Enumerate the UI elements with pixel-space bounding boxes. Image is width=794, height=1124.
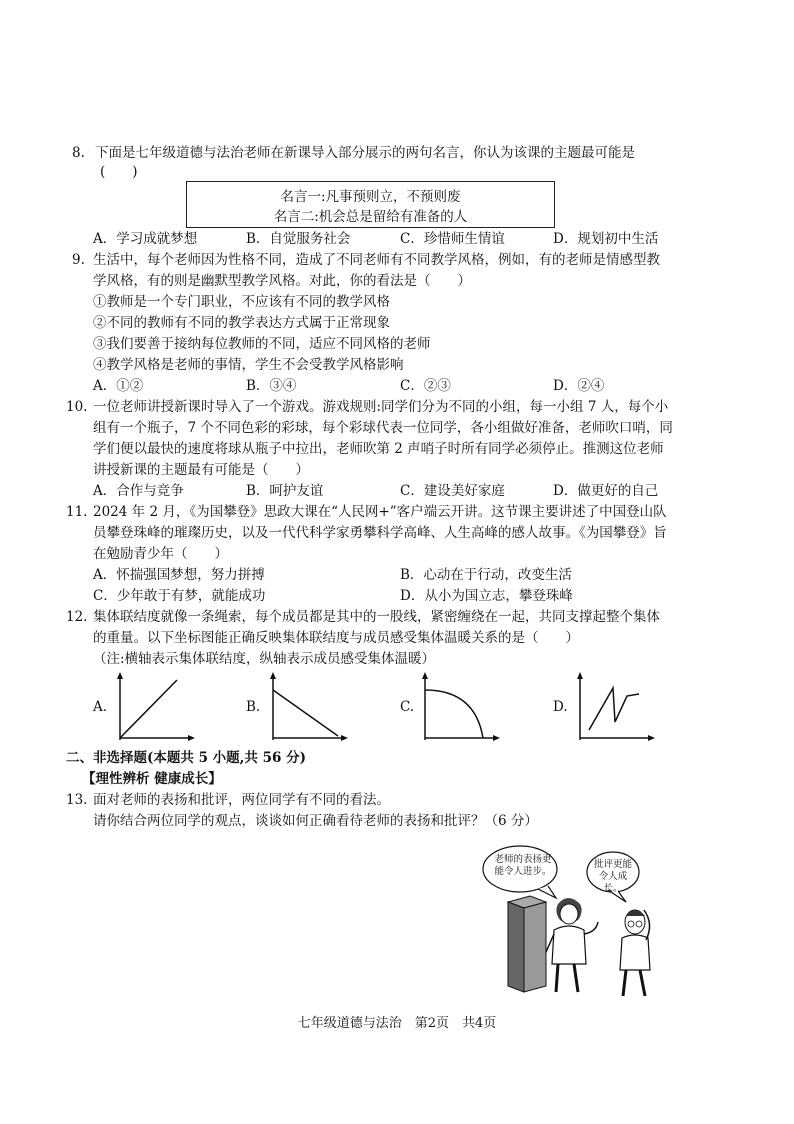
graph-label-a: A. [93,699,108,715]
speech-bubble-left-text: 老师的表扬更能令人进步。 [494,854,552,877]
student-left-figure [546,898,598,992]
graph-c-curve [425,690,483,738]
q9-option-d: D．②④ [553,378,605,394]
graph-a [115,672,195,742]
q9-item-3: ③我们要善于接纳每位教师的不同，适应不同风格的老师 [93,336,431,352]
graph-label-c: C. [400,699,415,715]
q13-stem-line1: 面对老师的表扬和批评，两位同学有不同的看法。 [93,792,390,808]
graph-a-curve [120,680,177,738]
q9-stem-line2: 学风格，有的则是幽默型教学风格。对此，你的看法是（ ） [93,273,471,289]
q11-option-c: C．少年敢于有梦，就能成功 [93,588,266,604]
q13-stem-line2: 请你结合两位同学的观点，谈谈如何正确看待老师的表扬和批评？（6 分） [93,813,538,829]
section-2-title: 二、非选择题(本题共 5 小题,共 56 分) [66,750,306,766]
q10-stem-line4: 讲授新课的主题最有可能是（ ） [93,462,309,478]
graph-label-d: D. [553,699,568,715]
graph-d [575,672,655,742]
q8-option-b: B．自觉服务社会 [246,231,351,247]
quote-line-2: 名言二:机会总是留给有准备的人 [273,209,468,225]
q12-stem-line2: 的重量。以下坐标图能正确反映集体联结度与成员感受集体温暖关系的是（ ） [93,630,579,646]
q12-note: （注:横轴表示集体联结度，纵轴表示成员感受集体温暖） [93,651,436,667]
q8-answer-bracket: ( ) [100,164,138,180]
q10-stem-line2: 组有一个瓶子，7 个不同色彩的彩球，每个彩球代表一位同学，各小组做好准备，老师吹口哨，同 [93,420,673,436]
q12-number: 12. [66,609,88,625]
q13-number: 13. [66,792,88,808]
q11-stem-line2: 员攀登珠峰的璀璨历史，以及一代代科学家勇攀科学高峰、人生高峰的感人故事。《为国攀登》旨 [93,525,667,541]
q10-option-c: C．建设美好家庭 [400,483,505,499]
q11-number: 11. [66,504,88,520]
graph-d-curve [589,688,639,730]
q9-item-2: ②不同的教师有不同的教学表达方式属于正常现象 [93,315,390,331]
q9-item-1: ①教师是一个专门职业，不应该有不同的教学风格 [93,294,390,310]
q8-option-d: D．规划初中生活 [553,231,659,247]
q11-option-d: D．从小为国立志，攀登珠峰 [400,588,573,604]
q11-stem-line1: 2024 年 2 月，《为国攀登》思政大课在“人民网+”客户端云开讲。这节课主要讲述了中国登山队 [93,504,667,520]
graph-b [268,672,348,742]
q11-option-b: B．心动在于行动，改变生活 [400,567,572,583]
speech-bubble-right-text: 批评更能令人成长。 [593,859,632,894]
q9-item-4: ④教学风格是老师的事情，学生不会受教学风格影响 [93,357,404,373]
q10-stem-line3: 学们便以最快的速度将球从瓶子中拉出，老师吹第 2 声哨子时所有同学必须停止。推测这位老师 [93,441,664,457]
q10-option-b: B．呵护友谊 [246,483,324,499]
q8-option-a: A．学习成就梦想 [93,231,198,247]
graph-label-b: B. [246,699,261,715]
q11-stem-line3: 在勉励青少年（ ） [93,546,228,562]
q8-stem: 下面是七年级道德与法治老师在新课导入部分展示的两句名言，你认为该课的主题最可能是 [95,145,635,161]
q10-number: 10. [66,399,88,415]
pillar-right [524,902,546,992]
q10-stem-line1: 一位老师讲授新课时导入了一个游戏。游戏规则:同学们分为不同的小组，每一小组 7 人，每个小 [93,399,669,415]
q9-option-b: B．③④ [246,378,297,394]
student-right-figure [620,910,650,996]
q9-stem-line1: 生活中，每个老师因为性格不同，造成了不同老师有不同教学风格，例如，有的老师是情感型教 [93,252,660,268]
q10-option-d: D．做更好的自己 [553,483,659,499]
q11-option-a: A．怀揣强国梦想，努力拼搏 [93,567,265,583]
q9-number: 9. [72,252,85,268]
graph-b-curve [273,690,338,736]
quote-box [186,181,555,228]
q9-option-c: C．②③ [400,378,451,394]
section-2-subtitle: 【理性辨析 健康成长】 [82,771,222,787]
quote-line-1: 名言一:凡事预则立，不预则废 [280,189,461,205]
q10-option-a: A．合作与竞争 [93,483,184,499]
q8-number: 8. [72,145,85,161]
graph-c [420,672,500,742]
q8-option-c: C．珍惜师生情谊 [400,231,505,247]
pillar-left [508,902,524,992]
q12-stem-line1: 集体联结度就像一条绳索，每个成员都是其中的一股线，紧密缠绕在一起，共同支撑起整个集体 [93,609,660,625]
page-footer: 七年级道德与法治 第2页 共4页 [297,1016,497,1031]
q9-option-a: A．①② [93,378,144,394]
